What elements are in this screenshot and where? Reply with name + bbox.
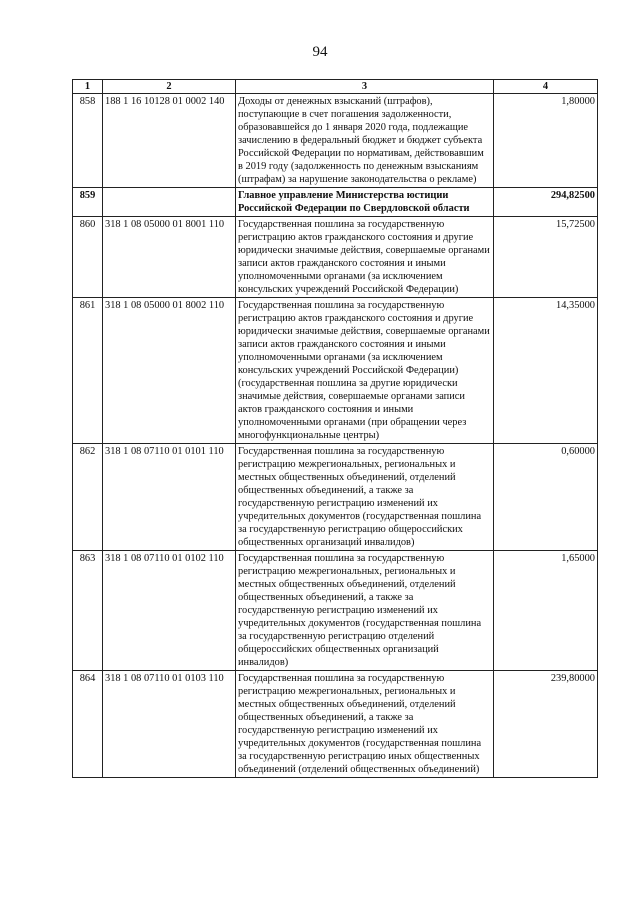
table-row — [73, 444, 598, 551]
budget-code: 188 1 16 10128 01 0002 140 — [103, 94, 236, 188]
budget-code — [103, 188, 236, 217]
amount: 1,80000 — [494, 94, 598, 188]
amount: 1,65000 — [494, 551, 598, 671]
amount: 294,82500 — [494, 188, 598, 217]
amount: 0,60000 — [494, 444, 598, 551]
amount: 15,72500 — [494, 217, 598, 298]
header-col-2: 2 — [103, 80, 236, 94]
amount: 14,35000 — [494, 298, 598, 444]
revenue-description: Государственная пошлина за государственную регистрацию межрегиональных, региональных и местных общественных объединений, отделений общественных объединений, а также за государственную регистрацию изменений их учредительных документов (государственная пошлина за государственную регистрацию общероссийских общественных организаций инвалидов) — [236, 444, 494, 551]
row-number: 860 — [73, 217, 103, 298]
row-number: 859 — [73, 188, 103, 217]
revenue-description: Главное управление Министерства юстиции Российской Федерации по Свердловской области — [236, 188, 494, 217]
budget-code: 318 1 08 05000 01 8001 110 — [103, 217, 236, 298]
revenue-table — [72, 79, 598, 778]
revenue-description: Государственная пошлина за государственную регистрацию актов гражданского состояния и другие юридически значимые действия, совершаемые органами записи актов гражданского состояния и иными уполномоченными органами (за исключением консульских учреждений Российской Федерации) (государственная пошлина за другие юридически значимые действия, совершаемые органами записи актов гражданского состояния и иными уполномоченными органами (при обращении через многофункциональные центры) — [236, 298, 494, 444]
revenue-description: Государственная пошлина за государственную регистрацию актов гражданского состояния и другие юридически значимые действия, совершаемые органами записи актов гражданского состояния и иными уполномоченными органами (за исключением консульских учреждений Российской Федерации) — [236, 217, 494, 298]
table-row — [73, 217, 598, 298]
table-row — [73, 188, 598, 217]
budget-code: 318 1 08 07110 01 0101 110 — [103, 444, 236, 551]
header-col-1: 1 — [73, 80, 103, 94]
revenue-description: Государственная пошлина за государственную регистрацию межрегиональных, региональных и местных общественных объединений, отделений общественных объединений, а также за государственную регистрацию изменений их учредительных документов (государственная пошлина за государственную регистрацию иных общественных объединений (отделений общественных объединений) — [236, 671, 494, 778]
budget-code: 318 1 08 07110 01 0102 110 — [103, 551, 236, 671]
row-number: 863 — [73, 551, 103, 671]
table-row — [73, 298, 598, 444]
row-number: 858 — [73, 94, 103, 188]
table-row — [73, 671, 598, 778]
revenue-description: Государственная пошлина за государственную регистрацию межрегиональных, региональных и местных общественных объединений, отделений общественных объединений, а также за государственную регистрацию изменений их учредительных документов (государственная пошлина за государственную регистрацию отделений общероссийских общественных организаций инвалидов) — [236, 551, 494, 671]
table-row — [73, 551, 598, 671]
page-number: 94 — [312, 44, 328, 60]
header-col-4: 4 — [494, 80, 598, 94]
revenue-description: Доходы от денежных взысканий (штрафов), поступающие в счет погашения задолженности, образовавшейся до 1 января 2020 года, подлежащие зачислению в федеральный бюджет и бюджет субъекта Российской Федерации по нормативам, действовавшим в 2019 году (задолженность по денежным взысканиям (штрафам) за нарушение законодательства о рекламе) — [236, 94, 494, 188]
table-header-row — [73, 80, 598, 94]
row-number: 864 — [73, 671, 103, 778]
header-col-3: 3 — [236, 80, 494, 94]
row-number: 861 — [73, 298, 103, 444]
budget-code: 318 1 08 05000 01 8002 110 — [103, 298, 236, 444]
budget-code: 318 1 08 07110 01 0103 110 — [103, 671, 236, 778]
amount: 239,80000 — [494, 671, 598, 778]
table-row — [73, 94, 598, 188]
row-number: 862 — [73, 444, 103, 551]
